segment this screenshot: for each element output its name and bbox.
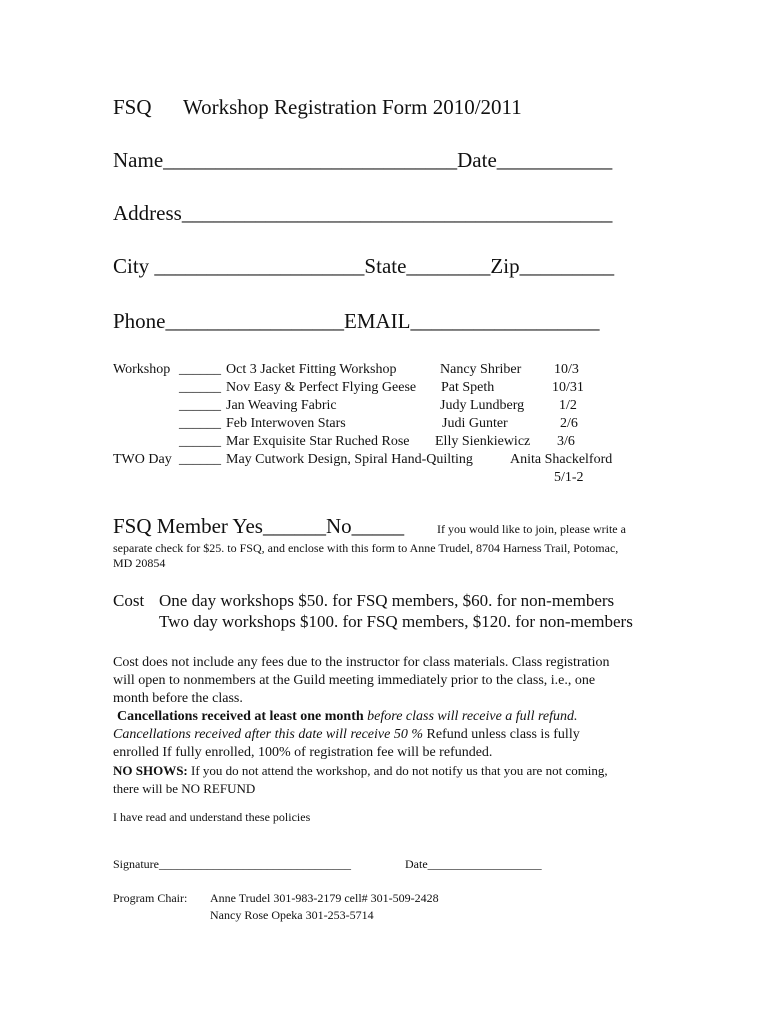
workshop-title: Feb Interwoven Stars (226, 416, 346, 431)
cancellation-bold: Cancellations received at least one month (117, 709, 364, 724)
cost-label: Cost (113, 591, 145, 610)
cost-two-day: Two day workshops $100. for FSQ members, $120. for non-members (159, 612, 633, 631)
org-name: FSQ (113, 95, 152, 119)
workshop-date: 10/3 (554, 362, 579, 377)
name-date-field[interactable]: Name____________________________Date___________ (113, 148, 613, 172)
program-chair-label: Program Chair: (113, 891, 188, 905)
join-note-line1: If you would like to join, please write a (437, 522, 626, 536)
no-shows-line (113, 762, 653, 780)
workshop-instructor: Judy Lundberg (440, 398, 525, 413)
workshop-date: 2/6 (560, 416, 578, 431)
cancellation-line (113, 708, 653, 726)
program-chair-line1: Anne Trudel 301-983-2179 cell# 301-509-2428 (210, 891, 439, 905)
form-title (113, 95, 522, 120)
cancellation-line-2 (113, 726, 653, 744)
cancellation-rest: Refund unless class is fully (426, 727, 580, 742)
workshop-instructor: Judi Gunter (442, 416, 508, 431)
workshop-instructor: Anita Shackelford (510, 452, 613, 467)
address-field[interactable]: Address_________________________________________ (113, 201, 613, 225)
policy-line: Cost does not include any fees due to the instructor for class materials. Class registration (113, 655, 610, 670)
workshop-blank[interactable]: ______ (179, 452, 221, 467)
member-yes-no-field[interactable]: FSQ Member Yes______No_____ (113, 514, 405, 538)
workshop-instructor: Nancy Shriber (440, 362, 522, 377)
workshop-title: Mar Exquisite Star Ruched Rose (226, 434, 410, 449)
policy-line: will open to nonmembers at the Guild meeting immediately prior to the class, i.e., one (113, 673, 596, 688)
join-note-line2: separate check for $25. to FSQ, and enclose with this form to Anne Trudel, 8704 Harness Trail, Potomac, (113, 541, 619, 555)
workshop-date: 1/2 (559, 398, 577, 413)
workshop-title: Oct 3 Jacket Fitting Workshop (226, 362, 397, 377)
workshop-blank[interactable]: ______ (179, 434, 221, 449)
cancellation-italic-2: Cancellations received after this date will receive 50 % (113, 727, 423, 742)
workshop-date: 10/31 (552, 380, 584, 395)
workshop-blank[interactable]: ______ (179, 362, 221, 377)
workshop-blank[interactable]: ______ (179, 398, 221, 413)
workshop-title: Nov Easy & Perfect Flying Geese (226, 380, 417, 395)
city-state-zip-field[interactable]: City ____________________State________Zip_________ (113, 254, 615, 278)
workshop-instructor: Pat Speth (441, 380, 495, 395)
workshop-title: May Cutwork Design, Spiral Hand-Quilting (226, 452, 473, 467)
program-chair-line2: Nancy Rose Opeka 301-253-5714 (210, 908, 374, 922)
workshop-label: Workshop (113, 362, 171, 377)
workshop-date: 5/1-2 (554, 470, 584, 485)
workshop-blank[interactable]: ______ (179, 416, 221, 431)
cost-one-day: One day workshops $50. for FSQ members, $60. for non-members (159, 591, 615, 610)
signature-date-field[interactable]: Date___________________ (405, 857, 542, 871)
workshop-date: 3/6 (557, 434, 575, 449)
policy-line: month before the class. (113, 691, 243, 706)
policy-line: there will be NO REFUND (113, 781, 256, 796)
no-shows-rest: If you do not attend the workshop, and do not notify us that you are not coming, (187, 763, 608, 778)
workshop-title: Jan Weaving Fabric (226, 398, 337, 413)
title-text: Workshop Registration Form 2010/2011 (183, 95, 522, 119)
no-shows-bold: NO SHOWS: (113, 763, 188, 778)
policy-text (113, 654, 653, 798)
cancellation-italic: before class will receive a full refund. (367, 709, 578, 724)
workshop-blank[interactable]: ______ (179, 380, 221, 395)
workshop-instructor: Elly Sienkiewicz (435, 434, 531, 449)
policy-line: enrolled If fully enrolled, 100% of registration fee will be refunded. (113, 745, 493, 760)
acknowledgement: I have read and understand these policies (113, 810, 311, 824)
signature-field[interactable]: Signature________________________________ (113, 857, 351, 871)
join-note-line3: MD 20854 (113, 556, 166, 570)
phone-email-field[interactable]: Phone_________________EMAIL__________________ (113, 309, 600, 333)
two-day-label: TWO Day (113, 452, 172, 467)
